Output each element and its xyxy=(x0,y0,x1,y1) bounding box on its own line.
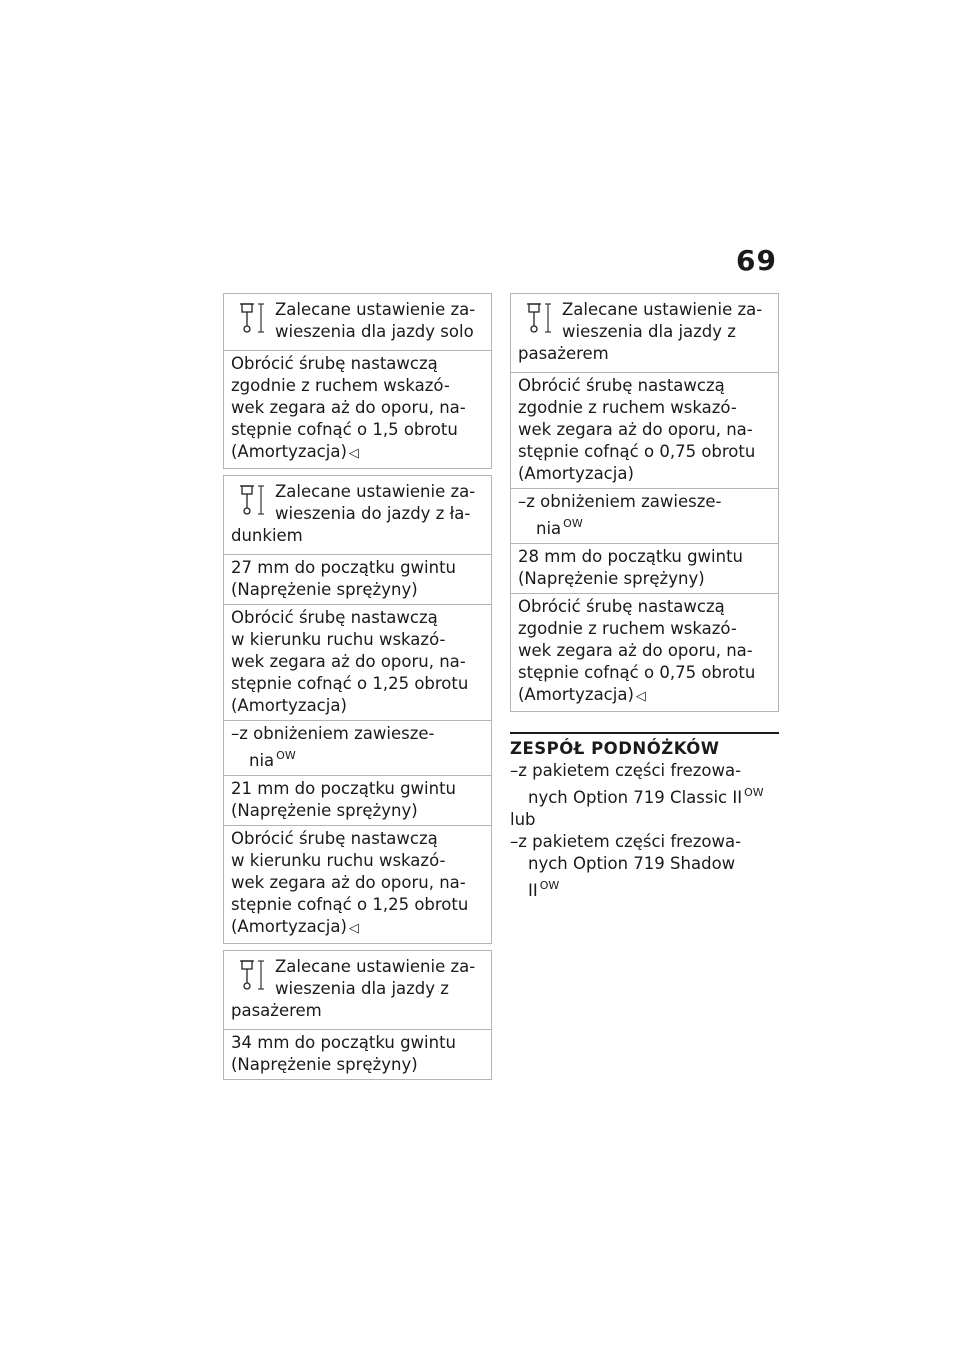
setting-heading-solo: Zalecane ustawienie za- wieszenia dla jazdy solo xyxy=(224,294,491,351)
suspension-adjust-icon xyxy=(520,299,554,339)
list-item: –z pakietem części frezowa- xyxy=(510,832,742,851)
list-item-continuation: nych Option 719 Classic II $^{OW}$ xyxy=(528,786,764,807)
suspension-adjust-icon xyxy=(233,299,267,339)
setting-heading-passenger: Zalecane ustawienie za- wieszenia dla jazdy z pasażerem xyxy=(224,951,491,1030)
section-divider xyxy=(510,732,779,734)
lowered-suspension-cell: –z obniżeniem zawiesze- nia $^{OW}$ xyxy=(224,721,491,776)
setting-table-passenger-2 xyxy=(510,293,779,712)
setting-table-load xyxy=(223,475,492,944)
page-number: 69 xyxy=(736,244,777,277)
end-mark-icon: ◁ xyxy=(635,689,646,704)
suspension-adjust-icon xyxy=(233,481,267,521)
list-item-continuation: II $^{OW}$ xyxy=(528,879,560,900)
setting-table-passenger xyxy=(223,950,492,1080)
or-text: lub xyxy=(510,810,536,829)
list-item: –z pakietem części frezowa- xyxy=(510,761,742,780)
section-title: ZESPÓŁ PODNÓŻKÓW xyxy=(510,739,720,758)
spring-preload-cell: 21 mm do początku gwintu (Naprężenie sprężyny) xyxy=(224,776,491,826)
left-column xyxy=(223,293,492,1080)
instruction-cell: Obrócić śrubę nastawczą zgodnie z ruchem wskazó- wek zegara aż do oporu, na- stępnie cofnąć o 0,75 obrotu (Amortyzacja) xyxy=(511,373,778,489)
end-mark-icon: ◁ xyxy=(348,921,359,936)
instruction-cell: Obrócić śrubę nastawczą w kierunku ruchu wskazó- wek zegara aż do oporu, na- stępnie cofnąć o 1,25 obrotu (Amortyzacja) ◁ xyxy=(231,829,469,936)
suspension-adjust-icon xyxy=(233,956,267,996)
end-mark-icon: ◁ xyxy=(348,446,359,461)
spring-preload-cell: 28 mm do początku gwintu (Naprężenie sprężyny) xyxy=(511,544,778,594)
spring-preload-cell: 34 mm do początku gwintu (Naprężenie sprężyny) xyxy=(231,1033,457,1074)
instruction-cell: Obrócić śrubę nastawczą zgodnie z ruchem wskazó- wek zegara aż do oporu, na- stępnie cofnąć o 1,5 obrotu (Amortyzacja) ◁ xyxy=(231,354,466,461)
right-column xyxy=(510,293,779,902)
setting-heading-passenger: Zalecane ustawienie za- wieszenia dla jazdy z pasażerem xyxy=(511,294,778,373)
instruction-cell: Obrócić śrubę nastawczą zgodnie z ruchem wskazó- wek zegara aż do oporu, na- stępnie cofnąć o 0,75 obrotu (Amortyzacja) ◁ xyxy=(518,597,756,704)
spring-preload-cell: 27 mm do początku gwintu (Naprężenie sprężyny) xyxy=(224,555,491,605)
lowered-suspension-cell: –z obniżeniem zawiesze- nia $^{OW}$ xyxy=(511,489,778,544)
instruction-cell: Obrócić śrubę nastawczą w kierunku ruchu wskazó- wek zegara aż do oporu, na- stępnie cofnąć o 1,25 obrotu (Amortyzacja) xyxy=(224,605,491,721)
setting-heading-load: Zalecane ustawienie za- wieszenia do jazdy z ła- dunkiem xyxy=(224,476,491,555)
list-item-continuation: nych Option 719 Shadow xyxy=(528,854,736,873)
setting-table-solo xyxy=(223,293,492,469)
